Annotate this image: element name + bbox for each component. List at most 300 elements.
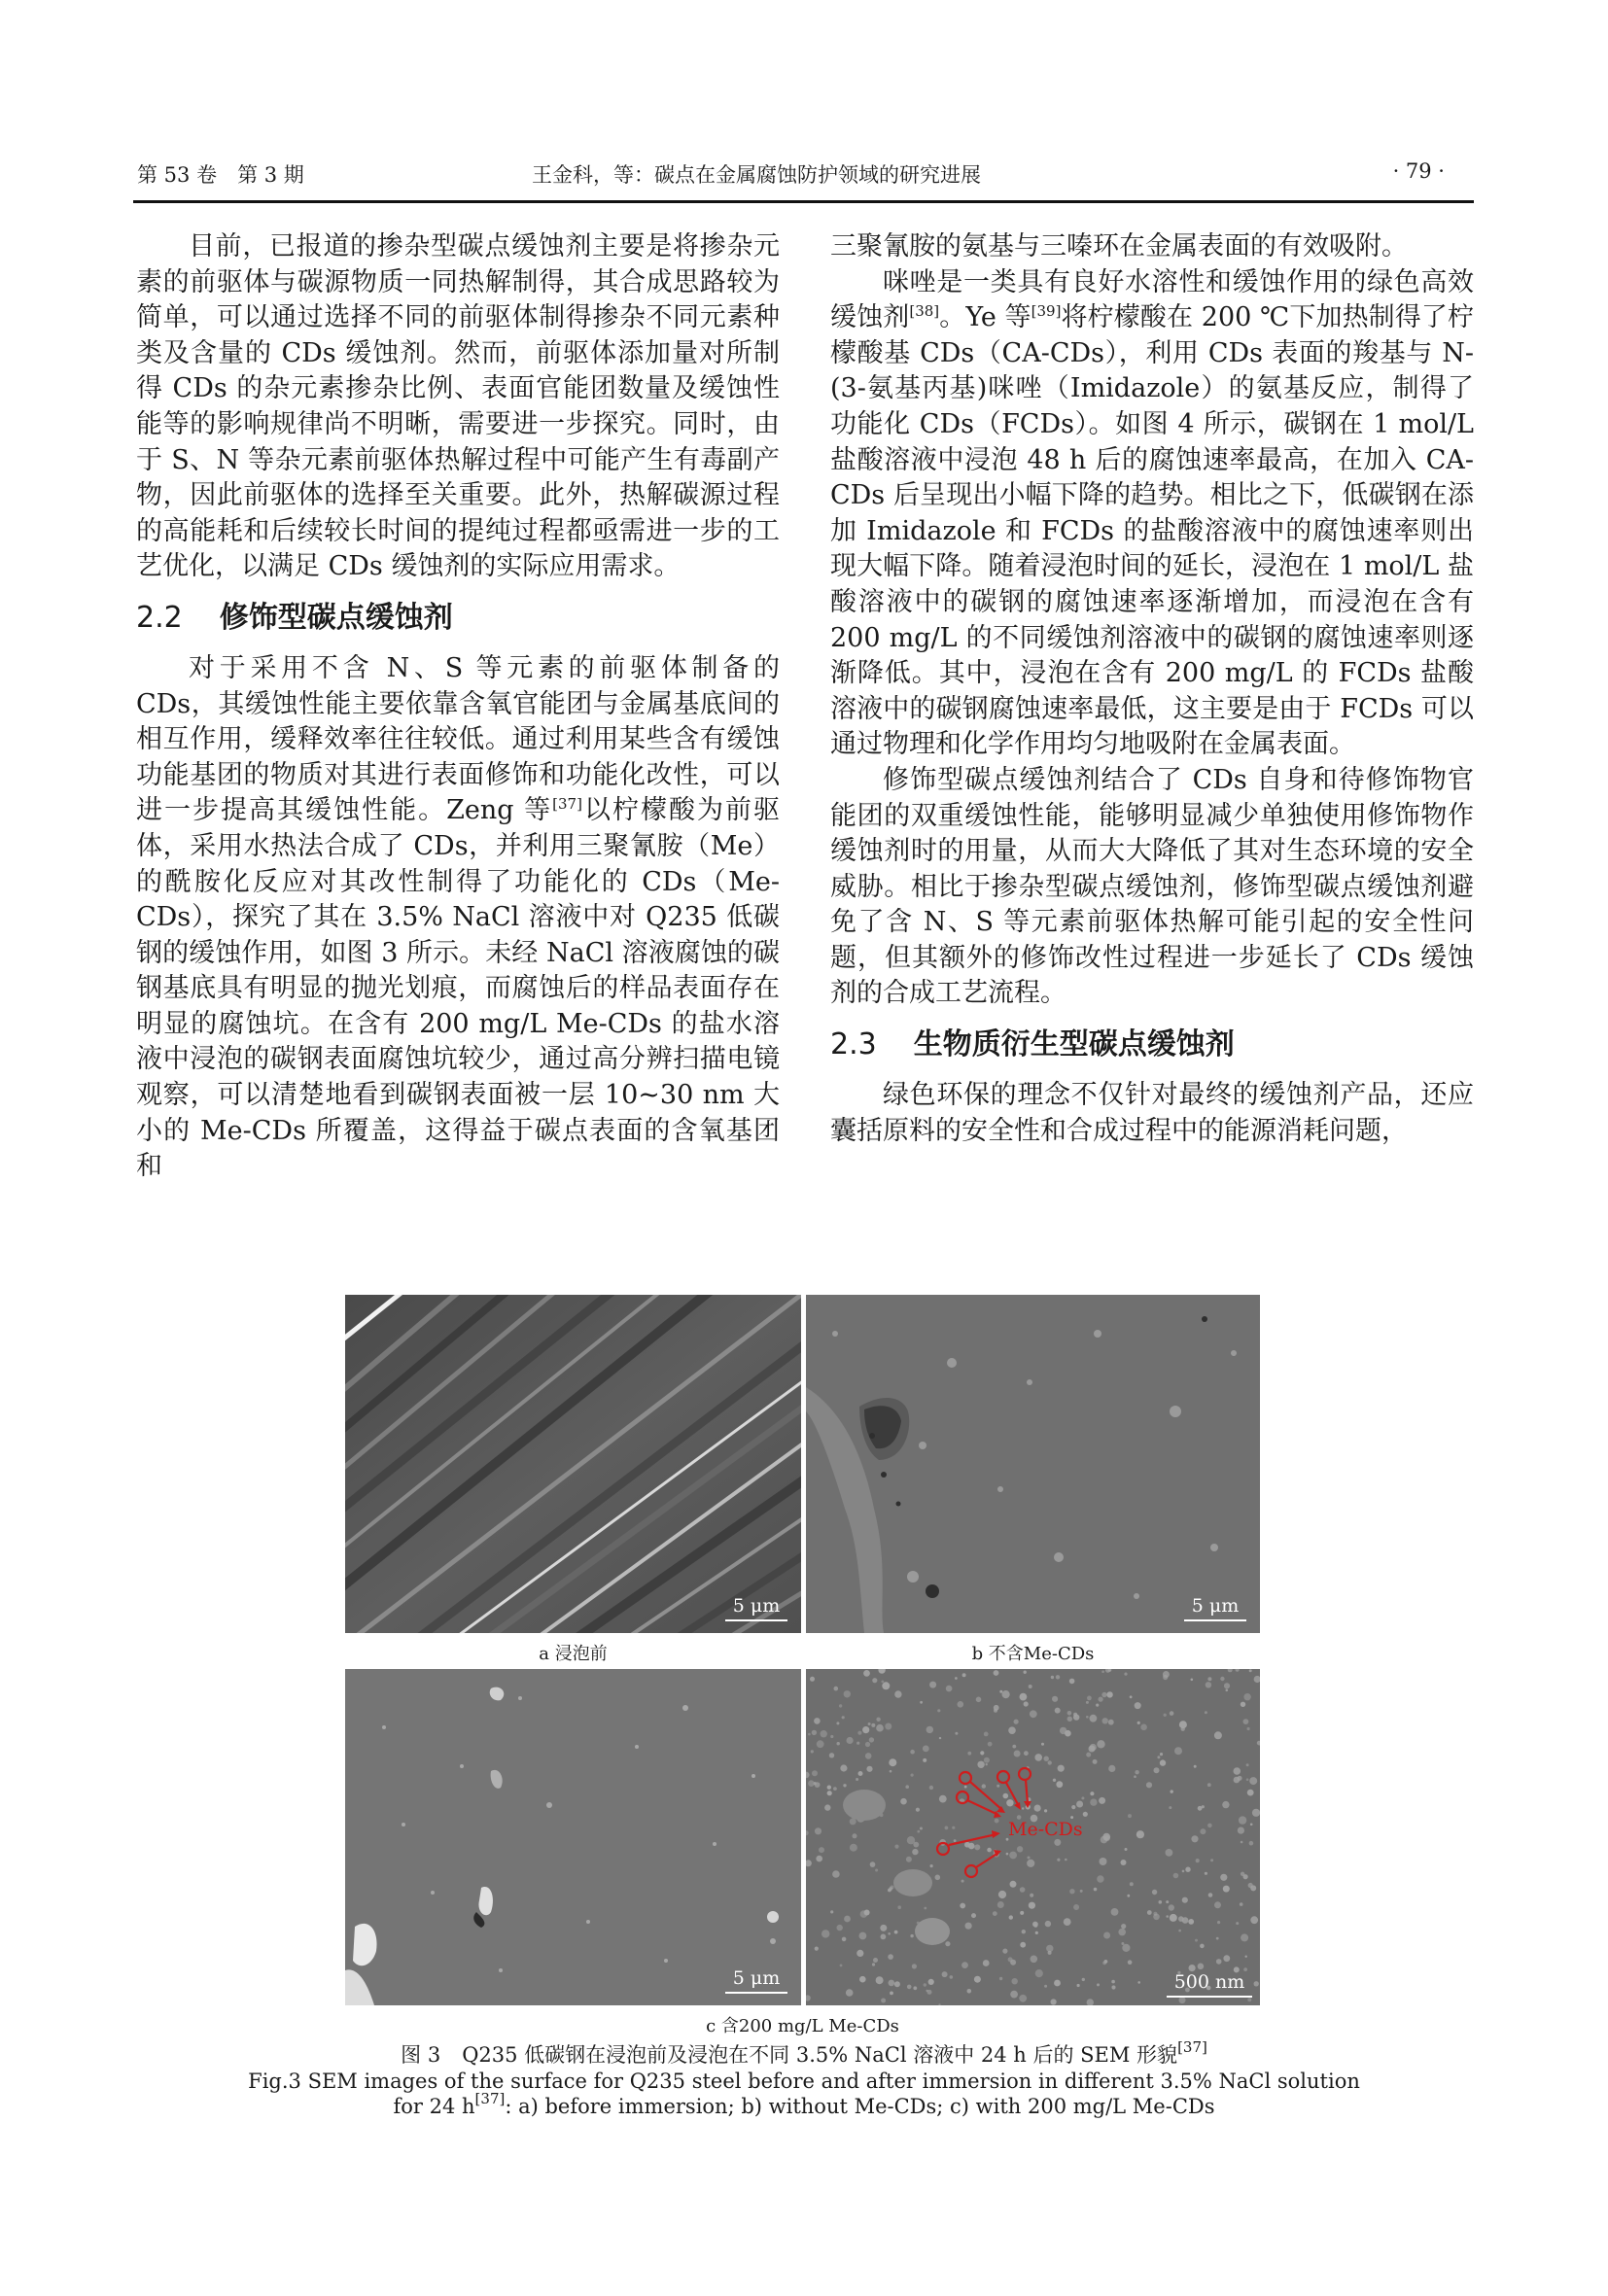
nanoparticle-dot (815, 1827, 821, 1834)
nanoparticle-dot (862, 1726, 869, 1733)
nanoparticle-dot (870, 1861, 876, 1867)
nanoparticle-dot (1247, 1790, 1254, 1796)
section-title: 修饰型碳点缓蚀剂 (219, 600, 453, 635)
nanoparticle-dot (837, 1925, 843, 1931)
section-title: 生物质衍生型碳点缓蚀剂 (913, 1027, 1235, 1062)
me-cds-annotation-label: Me-CDs (1008, 1819, 1083, 1840)
nanoparticle-dot (833, 1787, 837, 1791)
nanoparticle-dot (1169, 1904, 1174, 1910)
sem-image-with-me-cds-low-mag (345, 1669, 801, 2005)
nanoparticle-dot (1034, 1805, 1041, 1812)
nanoparticle-dot (1179, 1721, 1187, 1728)
nanoparticle-dot (993, 1911, 997, 1916)
nanoparticle-dot (859, 1932, 867, 1940)
nanoparticle-dot (839, 1704, 842, 1707)
nanoparticle-dot (1224, 1683, 1230, 1688)
nanoparticle-dot (1101, 1692, 1106, 1697)
nanoparticle-dot (859, 1976, 866, 1983)
nanoparticle-dot (844, 1690, 851, 1697)
nanoparticle-dot (1067, 1711, 1072, 1716)
nanoparticle-dot (1024, 1701, 1029, 1706)
scale-bar-label: 500 nm (1173, 1971, 1245, 1993)
nanoparticle-dot (814, 1782, 817, 1785)
nanoparticle-dot (894, 1690, 901, 1697)
nanoparticle-dot (917, 1830, 920, 1833)
nanoparticle-dot (888, 1932, 891, 1935)
nanoparticle-dot (1111, 1980, 1115, 1984)
nanoparticle-dot (900, 1798, 907, 1805)
nanoparticle-dot (853, 1833, 857, 1838)
nanoparticle-dot (1182, 1917, 1189, 1924)
nanoparticle-dot (1243, 1719, 1249, 1724)
nanoparticle-dot (1010, 1991, 1018, 1999)
nanoparticle-dot (987, 1848, 992, 1853)
nanoparticle-dot (1087, 1696, 1092, 1701)
nanoparticle-dot (1086, 1701, 1089, 1704)
nanoparticle-dot (1009, 1915, 1013, 1919)
nanoparticle-dot (1073, 1904, 1079, 1910)
nanoparticle-dot (1020, 1911, 1024, 1915)
nanoparticle-dot (999, 1977, 1002, 1980)
volume-issue: 第 53 卷 第 3 期 (137, 163, 304, 187)
nanoparticle-dot (1245, 1956, 1247, 1958)
nanoparticle-dot (906, 1857, 912, 1862)
nanoparticle-dot (1247, 1998, 1251, 2001)
nanoparticle-dot (1160, 1753, 1163, 1756)
scale-bar (725, 1595, 787, 1621)
citation-ref: [38] (909, 302, 940, 321)
nanoparticle-dot (1241, 1933, 1248, 1941)
nanoparticle-dot (827, 1786, 831, 1790)
nanoparticle-dot (937, 1709, 940, 1712)
nanoparticle-dot (1035, 1969, 1043, 1977)
scale-bar (725, 1967, 787, 1994)
nanoparticle-dot (1157, 1756, 1160, 1758)
nanoparticle-dot (817, 1740, 824, 1748)
nanoparticle-dot (1035, 1931, 1038, 1934)
sem-corroded-texture (806, 1295, 1260, 1633)
nanoparticle-dot (1205, 1872, 1207, 1875)
nanoparticle-dot (1121, 1924, 1126, 1929)
nanoparticle-dot (1064, 1918, 1071, 1926)
nanoparticle-dot (1234, 1777, 1241, 1784)
nanoparticle-dot (1014, 1720, 1019, 1724)
text-run: 对于采用不含 N、S 等元素的前驱体制备的 CDs，其缓蚀性能主要依靠含氧官能团与金属基底间的相互作用，缓释效率往往较低。通过利用某些含有缓蚀功能基团的物质对其进行表面修饰和功能化改性，可以进一步提高其缓蚀性能。Zeng 等 (136, 652, 780, 826)
nanoparticle-dot (842, 1937, 847, 1942)
figure-number: 图 3 (401, 2043, 441, 2067)
nanoparticle-dot (1022, 1807, 1024, 1809)
nanoparticle-dot (984, 1757, 990, 1763)
nanoparticle-dot (1208, 1893, 1213, 1897)
nanoparticle-dot (1044, 1809, 1047, 1812)
nanoparticle-dot (1101, 1670, 1104, 1673)
nanoparticle-dot (1030, 1894, 1033, 1897)
nanoparticle-dot (1076, 1801, 1083, 1808)
nanoparticle-dot (1097, 1740, 1104, 1748)
nanoparticle-dot (1127, 1895, 1130, 1897)
nanoparticle-dot (876, 1976, 884, 1984)
nanoparticle-dot (980, 1751, 984, 1755)
nanoparticle-dot (1012, 1978, 1018, 1984)
nanoparticle-dot (865, 1753, 872, 1759)
nanoparticle-dot (1028, 1857, 1031, 1860)
nanoparticle-dot (850, 1844, 857, 1852)
nanoparticle-dot (1058, 1765, 1065, 1772)
nanoparticle-dot (1250, 1824, 1253, 1826)
nanoparticle-dot (1240, 1902, 1243, 1906)
sem-image-without-me-cds (806, 1295, 1260, 1633)
nanoparticle-dot (1214, 1731, 1222, 1739)
running-header (133, 156, 1474, 202)
nanoparticle-dot (964, 1786, 967, 1789)
nanoparticle-dot (939, 1737, 941, 1739)
nanoparticle-dot (1174, 1747, 1182, 1755)
text-run: 将柠檬酸在 200 ℃下加热制得了柠檬酸基 CDs（CA-CDs），利用 CDs 表面的羧基与 N-(3-氨基丙基)咪唑（Imidazole）的氨基反应，制得了功能化 CDs（FCDs）。如图 4 所示，碳钢在 1 mol/L 盐酸溶液中浸泡 48 h 后的腐蚀速率最高，在加入 CA-CDs 后呈现出小幅下降的趋势。相比之下，低碳钢在添加 Imidazole 和 FCDs 的盐酸溶液中的腐蚀速率则出现大幅下降。随着浸泡时间的延长，浸泡在 1 mol/L 盐酸溶液中的碳钢的腐蚀速率逐渐增加，而浸泡在含有 200 mg/L 的不同缓蚀剂溶液中的碳钢的腐蚀速率则逐渐降低。其中，浸泡在含有 200 mg/L 的 FCDs 盐酸溶液中的碳钢腐蚀速率最低，这主要是由于 FCDs 可以通过物理和化学作用均匀地吸附在金属表面。 (830, 302, 1475, 760)
nanoparticle-dot (930, 1864, 933, 1867)
nanoparticle-dot (1009, 1852, 1017, 1860)
nanoparticle-dot (910, 1750, 915, 1755)
nanoparticle-dot (816, 1856, 822, 1862)
nanoparticle-dot (1045, 1921, 1051, 1927)
nanoparticle-dot (1147, 1910, 1152, 1915)
nanoparticle-dot (1052, 1696, 1058, 1702)
nanoparticle-dot (984, 1732, 989, 1737)
nanoparticle-dot (1054, 1980, 1061, 1987)
nanoparticle-dot (1196, 1859, 1200, 1862)
nanoparticle-dot (982, 1784, 986, 1788)
nanoparticle-dot (869, 1737, 874, 1742)
nanoparticle-dot (1248, 1883, 1253, 1888)
nanoparticle-dot (1080, 1890, 1083, 1893)
nanoparticle-dot (1200, 1828, 1206, 1834)
nanoparticle-dot (1130, 1695, 1133, 1698)
nanoparticle-dot (1249, 1841, 1254, 1846)
nanoparticle-dot (999, 1690, 1002, 1693)
nanoparticle-dot (1124, 1673, 1127, 1676)
nanoparticle-dot (837, 1742, 840, 1745)
nanoparticle-dot (1093, 1759, 1098, 1764)
nanoparticle-dot (1170, 1914, 1177, 1922)
nanoparticle-dot (881, 1999, 886, 2003)
nanoparticle-dot (1012, 1745, 1016, 1749)
nanoparticle-dot (1160, 1759, 1166, 1765)
nanoparticle-dot (923, 1758, 926, 1762)
scale-bar-line (725, 1619, 787, 1621)
nanoparticle-dot (872, 1963, 875, 1966)
nanoparticle-dot (890, 1992, 893, 1996)
nanoparticle-dot (1006, 1853, 1009, 1856)
nanoparticle-dot (1154, 1767, 1160, 1773)
nanoparticle-dot (1241, 1841, 1243, 1844)
nanoparticle-dot (1020, 1887, 1026, 1893)
nanoparticle-dot (961, 1880, 964, 1883)
nanoparticle-dot (924, 1983, 926, 1986)
paragraph-biomass: 绿色环保的理念不仅针对最终的缓蚀剂产品，还应囊括原料的安全性和合成过程中的能源消耗问题， (830, 1080, 1474, 1146)
nanoparticle-dot (1019, 1995, 1027, 2002)
nanoparticle-dot (865, 1742, 870, 1747)
nanoparticle-dot (927, 1990, 932, 1995)
nanoparticle-dot (961, 1962, 968, 1968)
section-number: 2.2 (136, 600, 183, 635)
nanoparticle-dot (1044, 1985, 1047, 1988)
nanoparticle-dot (881, 1934, 887, 1940)
nanoparticle-dot (1002, 1949, 1007, 1954)
nanoparticle-dot (967, 1989, 972, 1994)
nanoparticle-dot (1003, 1793, 1009, 1799)
nanoparticle-dot (1108, 1720, 1114, 1725)
nanoparticle-dot (1041, 1743, 1044, 1746)
nanoparticle-dot (830, 1910, 833, 1913)
nanoparticle-dot (912, 1964, 917, 1968)
nanoparticle-dot (1090, 1715, 1098, 1722)
nanoparticle-dot (868, 1722, 871, 1725)
nanoparticle-dot (983, 1960, 990, 1966)
nanoparticle-dot (1200, 1944, 1205, 1949)
nanoparticle-dot (1250, 1916, 1258, 1924)
nanoparticle-dot (880, 1925, 887, 1931)
nanoparticle-dot (815, 1947, 819, 1951)
nanoparticle-dot (821, 1730, 827, 1737)
nanoparticle-dot (1082, 1978, 1085, 1981)
text-run: 以柠檬酸为前驱体，采用水热法合成了 CDs，并利用三聚氰胺（Me）的酰胺化反应对其改性制得了功能化的 CDs（Me-CDs），探究了其在 3.5% NaCl 溶液中对 Q235 低碳钢的缓蚀作用，如图 3 所示。未经 NaCl 溶液腐蚀的碳钢基底具有明显的抛光划痕，而腐蚀后的样品表面存在明显的腐蚀坑。在含有 200 mg/L Me-CDs 的盐水溶液中浸泡的碳钢表面腐蚀坑较少，通过高分辨扫描电镜观察，可以清楚地看到碳钢表面被一层 10~30 nm 大小的 Me-CDs 所覆盖，这得益于碳点表面的含氧基团和 (136, 795, 781, 1182)
nanoparticle-dot (1217, 1921, 1220, 1924)
nanoparticle-dot (1128, 1814, 1132, 1818)
nanoparticle-dot (834, 1687, 839, 1691)
nanoparticle-dot (1118, 1929, 1126, 1936)
running-title: 王金科，等：碳点在金属腐蚀防护领域的研究进展 (532, 163, 981, 187)
nanoparticle-dot (1100, 1858, 1107, 1865)
nanoparticle-dot (1234, 1767, 1241, 1775)
nanoparticle-dot (1207, 1783, 1211, 1787)
caption-text: for 24 h (393, 2095, 475, 2118)
nanoparticle-dot (955, 1677, 958, 1680)
nanoparticle-dot (1053, 1779, 1056, 1782)
nanoparticle-dot (935, 1875, 941, 1881)
nanoparticle-dot (994, 1670, 999, 1676)
nanoparticle-dot (920, 1701, 923, 1704)
nanoparticle-dot (1198, 1964, 1205, 1970)
nanoparticle-dot (866, 1766, 872, 1772)
nanoparticle-dot (911, 1774, 914, 1777)
nanoparticle-dot (1024, 1671, 1027, 1674)
nanoparticle-dot (960, 1903, 965, 1909)
nanoparticle-dot (998, 1891, 1006, 1898)
nanoparticle-dot (1178, 1930, 1181, 1932)
nanoparticle-dot (812, 1730, 817, 1735)
nanoparticle-dot (1030, 1710, 1037, 1718)
nanoparticle-dot (939, 1795, 947, 1803)
nanoparticle-dot (967, 1752, 971, 1756)
citation-ref: [37] (1177, 2038, 1207, 2056)
text-run: 咪唑是一类具有良好水溶性和缓蚀作用的绿色高效缓蚀剂 (830, 266, 1474, 333)
nanoparticle-dot (1164, 1714, 1167, 1717)
nanoparticle-dot (808, 1733, 811, 1736)
nanoparticle-dot (810, 1677, 815, 1682)
nanoparticle-dot (1027, 1860, 1034, 1867)
nanoparticle-dot (1031, 1956, 1038, 1964)
nanoparticle-dot (897, 1905, 901, 1909)
nanoparticle-dot (996, 1785, 999, 1788)
nanoparticle-dot (1246, 1763, 1249, 1766)
nanoparticle-dot (1090, 1792, 1094, 1795)
section-heading-2-3 (830, 1026, 1474, 1064)
nanoparticle-dot (1102, 1718, 1108, 1723)
right-column (830, 229, 1474, 1149)
nanoparticle-dot (1086, 1716, 1089, 1719)
nanoparticle-dot (847, 1737, 854, 1744)
scale-bar-label: 5 μm (1191, 1595, 1240, 1617)
nanoparticle-dot (1194, 1765, 1197, 1768)
nanoparticle-dot (1140, 1724, 1147, 1731)
scale-bar (1184, 1595, 1246, 1621)
panel-label-b: b 不含Me-CDs (971, 1644, 1095, 1664)
nanoparticle-dot (1226, 1689, 1229, 1692)
nanoparticle-dot (988, 1742, 993, 1747)
nanoparticle-dot (1020, 1693, 1028, 1701)
nanoparticle-dot (1104, 1835, 1110, 1841)
nanoparticle-dot (875, 1869, 878, 1872)
nanoparticle-dot (1223, 1886, 1230, 1893)
nanoparticle-dot (1216, 1959, 1222, 1965)
nanoparticle-dot (995, 1819, 999, 1824)
nanoparticle-dot (910, 1934, 913, 1937)
nanoparticle-dot (1220, 1874, 1227, 1881)
nanoparticle-dot (1135, 1702, 1141, 1709)
sem-scratches-texture (345, 1295, 801, 1633)
nanoparticle-dot (1163, 1671, 1170, 1678)
nanoparticle-dot (1106, 1691, 1112, 1697)
panel-label-a: a 浸泡前 (539, 1644, 608, 1664)
nanoparticle-dot (1008, 1726, 1016, 1734)
nanoparticle-dot (1182, 1897, 1188, 1903)
nanoparticle-dot (913, 1986, 917, 1990)
nanoparticle-dot (1130, 1882, 1134, 1886)
nanoparticle-dot (844, 1916, 851, 1923)
nanoparticle-dot (1024, 1751, 1029, 1756)
nanoparticle-dot (1057, 1859, 1060, 1861)
nanoparticle-dot (1048, 1760, 1052, 1764)
nanoparticle-dot (1166, 1900, 1169, 1903)
nanoparticle-dot (1002, 1690, 1010, 1698)
figure-caption-zh (0, 2039, 1608, 2069)
nanoparticle-dot (1191, 1835, 1198, 1842)
nanoparticle-dot (894, 1845, 898, 1849)
nanoparticle-dot (889, 1758, 896, 1766)
nanoparticle-dot (920, 1827, 923, 1830)
paragraph-doped-cds-summary: 目前，已报道的掺杂型碳点缓蚀剂主要是将掺杂元素的前驱体与碳源物质一同热解制得，其合成思路较为简单，可以通过选择不同的前驱体制得掺杂不同元素种类及含量的 CDs 缓蚀剂。然而，前驱体添加量对所制得 CDs 的杂元素掺杂比例、表面官能团数量及缓蚀性能等的影响规律尚不明晰，需要进一步探究。同时，由于 S、N 等杂元素前驱体热解过程中可能产生有毒副产物，因此前驱体的选择至关重要。此外，热解碳源过程的高能耗和后续较长时间的提纯过程都亟需进一步的工艺优化，以满足 CDs 缓蚀剂的实际应用需求。 (136, 231, 780, 582)
nanoparticle-dot (928, 1979, 934, 1985)
nanoparticle-dot (1252, 1809, 1260, 1817)
nanoparticle-dot (1254, 1981, 1259, 1986)
nanoparticle-dot (856, 1778, 858, 1781)
nanoparticle-dot (1099, 1797, 1105, 1804)
nanoparticle-dot (974, 1844, 980, 1850)
nanoparticle-dot (1055, 1708, 1061, 1714)
nanoparticle-dot (954, 1839, 957, 1842)
nanoparticle-dot (1094, 1888, 1098, 1892)
nanoparticle-dot (811, 1750, 814, 1753)
nanoparticle-dot (1205, 1711, 1207, 1714)
nanoparticle-dot (958, 1701, 964, 1708)
nanoparticle-dot (888, 1954, 893, 1960)
nanoparticle-dot (1097, 1875, 1103, 1882)
nanoparticle-dot (889, 1980, 895, 1987)
nanoparticle-dot (994, 1709, 997, 1713)
nanoparticle-dot (863, 1670, 870, 1677)
nanoparticle-dot (824, 1804, 830, 1810)
nanoparticle-dot (876, 1724, 884, 1732)
nanoparticle-dot (1097, 1983, 1100, 1986)
nanoparticle-dot (907, 1985, 912, 1990)
nanoparticle-dot (1223, 1955, 1230, 1962)
citation-ref: [39] (1031, 302, 1062, 321)
page-number: · 79 · (1392, 159, 1445, 183)
nanoparticle-dot (890, 1770, 892, 1773)
nanoparticle-dot (1220, 1677, 1224, 1681)
header-rule (133, 200, 1474, 203)
nanoparticle-dot (976, 1697, 982, 1703)
nanoparticle-dot (1103, 1932, 1110, 1939)
nanoparticle-dot (1210, 1859, 1213, 1861)
section-heading-2-2 (136, 599, 780, 638)
figure-caption-en-line1: Fig.3 SEM images of the surface for Q235 steel before and after immersion in different 3.5% NaCl solution (248, 2070, 1360, 2093)
nanoparticle-dot (1238, 1827, 1244, 1834)
nanoparticle-dot (1069, 1889, 1074, 1894)
nanoparticle-dot (945, 1941, 950, 1946)
nanoparticle-dot (872, 1678, 877, 1683)
nanoparticle-dot (1207, 1677, 1211, 1681)
nanoparticle-dot (968, 1843, 975, 1850)
nanoparticle-dot (1166, 1849, 1173, 1857)
nanoparticle-dot (986, 1763, 988, 1765)
nanoparticle-dot (1243, 1693, 1250, 1700)
nanoparticle-dot (1249, 1669, 1252, 1672)
nanoparticle-dot (1083, 1812, 1088, 1817)
nanoparticle-dot (1207, 1824, 1212, 1828)
nanoparticle-dot (1069, 1679, 1075, 1685)
paragraph-modified-summary: 修饰型碳点缓蚀剂结合了 CDs 自身和待修饰物官能团的双重缓蚀性能，能够明显减少单独使用修饰物作缓蚀剂时的用量，从而大大降低了其对生态环境的安全威胁。相比于掺杂型碳点缓蚀剂，修饰型碳点缓蚀剂避免了含 N、S 等元素前驱体热解可能引起的安全性问题，但其额外的修饰改性过程进一步延长了 CDs 缓蚀剂的合成工艺流程。 (830, 764, 1474, 1009)
nanoparticle-dot (1243, 1874, 1248, 1879)
nanoparticle-dot (974, 1976, 981, 1983)
nanoparticle-dot (962, 1673, 966, 1677)
nanoparticle-dot (1166, 1915, 1169, 1918)
nanoparticle-dot (1195, 1939, 1198, 1942)
nanoparticle-dot (1134, 1775, 1136, 1778)
caption-text: : a) before immersion; b) without Me-CDs; c) with 200 mg/L Me-CDs (505, 2095, 1215, 2118)
nanoparticle-dot (1086, 1753, 1091, 1757)
nanoparticle-dot (819, 1847, 824, 1853)
nanoparticle-dot (1247, 1727, 1250, 1730)
nanoparticle-dot (1191, 1679, 1194, 1682)
nanoparticle-dot (1159, 1900, 1163, 1904)
citation-ref: [37] (552, 795, 582, 814)
nanoparticle-dot (1048, 1951, 1052, 1955)
nanoparticle-dot (856, 1950, 863, 1957)
nanoparticle-dot (1099, 1697, 1103, 1702)
nanoparticle-dot (1010, 1881, 1017, 1888)
nanoparticle-dot (858, 1771, 863, 1776)
scale-bar (1167, 1971, 1252, 1998)
nanoparticle-dot (1102, 1962, 1106, 1966)
nanoparticle-dot (885, 1723, 891, 1730)
nanoparticle-dot (1065, 1859, 1067, 1861)
nanoparticle-dot (840, 1965, 843, 1967)
nanoparticle-dot (1125, 1848, 1128, 1851)
nanoparticle-dot (1121, 1942, 1124, 1945)
nanoparticle-dot (1108, 1765, 1115, 1772)
scale-bar-line (1184, 1619, 1246, 1621)
nanoparticle-dot (923, 1746, 929, 1753)
